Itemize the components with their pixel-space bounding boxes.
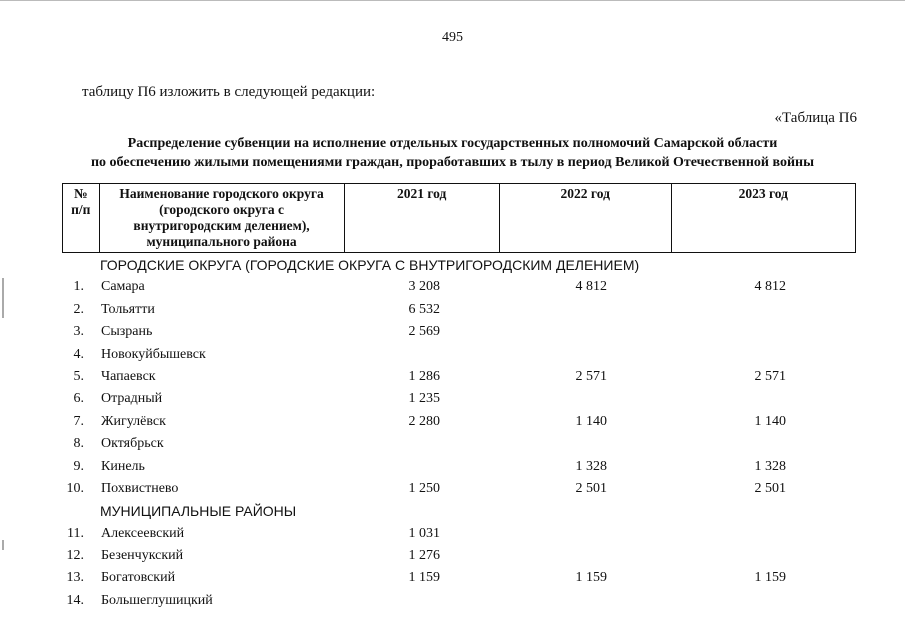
- row-number: 13.: [66, 570, 84, 586]
- row-number: 5.: [73, 368, 84, 384]
- row-name: Большеглушицкий: [101, 592, 213, 608]
- row-number: 12.: [66, 548, 84, 564]
- table-row: [0, 299, 905, 321]
- value-2022: 1 328: [575, 458, 607, 474]
- row-name: Богатовский: [101, 570, 176, 586]
- row-name: Отрадный: [101, 391, 163, 407]
- table-row: [0, 478, 905, 500]
- row-name: Алексеевский: [101, 525, 185, 541]
- header-2023: 2023 год: [671, 184, 855, 253]
- row-name: Тольятти: [101, 301, 155, 317]
- title-line-1: Распределение субвенции на исполнение отдельных государственных полномочий Самарской области: [127, 136, 778, 151]
- value-2021: 1 250: [408, 480, 440, 496]
- row-name: Новокуйбышевск: [101, 346, 206, 362]
- value-2021: 1 031: [408, 525, 440, 541]
- header-2021: 2021 год: [344, 184, 499, 253]
- table-header: [62, 183, 856, 253]
- row-name: Чапаевск: [101, 368, 156, 384]
- value-2022: 1 159: [575, 570, 607, 586]
- value-2021: 1 276: [408, 548, 440, 564]
- row-name: Безенчукский: [101, 548, 184, 564]
- table-row: [0, 388, 905, 410]
- row-number: 4.: [73, 346, 84, 362]
- value-2023: 1 328: [754, 458, 786, 474]
- header-2022: 2022 год: [499, 184, 671, 253]
- row-number: 11.: [67, 525, 84, 541]
- table-row: [0, 321, 905, 343]
- section-heading: ГОРОДСКИЕ ОКРУГА (ГОРОДСКИЕ ОКРУГА С ВНУТРИГОРОДСКИМ ДЕЛЕНИЕМ): [100, 257, 640, 273]
- value-2021: 1 235: [408, 391, 440, 407]
- row-number: 10.: [66, 480, 84, 496]
- value-2022: 4 812: [575, 279, 607, 295]
- value-2021: 2 280: [408, 413, 440, 429]
- page-top-edge: [0, 0, 905, 1]
- table-row: [0, 433, 905, 455]
- table-title: [0, 134, 905, 172]
- intro-text: таблицу П6 изложить в следующей редакции:: [82, 84, 376, 100]
- value-2021: 6 532: [408, 301, 440, 317]
- table-row: [0, 523, 905, 545]
- table-body: [0, 254, 905, 612]
- table-row: [0, 411, 905, 433]
- header-row: [63, 184, 856, 253]
- table-row: [0, 366, 905, 388]
- value-2023: 1 159: [754, 570, 786, 586]
- table-row: [0, 567, 905, 589]
- value-2023: 4 812: [754, 279, 786, 295]
- value-2021: 1 159: [408, 570, 440, 586]
- row-number: 3.: [73, 324, 84, 340]
- row-name: Жигулёвск: [101, 413, 166, 429]
- table-reference: «Таблица П6: [774, 110, 857, 126]
- page-number: 495: [442, 30, 463, 45]
- value-2021: 1 286: [408, 368, 440, 384]
- value-2023: 2 571: [754, 368, 786, 384]
- value-2022: 2 501: [575, 480, 607, 496]
- header-num: № п/п: [63, 184, 100, 253]
- section-row: [0, 254, 905, 276]
- header-name: Наименование городского округа (городского округа с внутригородским делением), муниципального района: [99, 184, 344, 253]
- row-number: 14.: [66, 592, 84, 608]
- table-row: [0, 344, 905, 366]
- value-2022: 2 571: [575, 368, 607, 384]
- table-row: [0, 590, 905, 612]
- value-2022: 1 140: [575, 413, 607, 429]
- value-2021: 3 208: [408, 279, 440, 295]
- value-2021: 2 569: [408, 324, 440, 340]
- title-line-2: по обеспечению жилыми помещениями граждан, проработавших в тылу в период Великой Отечественной войны: [90, 155, 815, 170]
- row-number: 8.: [73, 436, 84, 452]
- row-number: 2.: [73, 301, 84, 317]
- value-2023: 2 501: [754, 480, 786, 496]
- row-name: Самара: [101, 279, 145, 295]
- row-name: Похвистнево: [101, 480, 179, 496]
- table-row: [0, 545, 905, 567]
- table-row: [0, 456, 905, 478]
- table-row: [0, 276, 905, 298]
- section-heading: МУНИЦИПАЛЬНЫЕ РАЙОНЫ: [100, 503, 297, 520]
- row-name: Кинель: [101, 458, 145, 474]
- section-row: [0, 500, 905, 522]
- row-name: Сызрань: [101, 324, 153, 340]
- row-number: 7.: [73, 413, 84, 429]
- value-2023: 1 140: [754, 413, 786, 429]
- row-number: 6.: [73, 391, 84, 407]
- row-name: Октябрьск: [101, 436, 164, 452]
- row-number: 1.: [73, 279, 84, 295]
- row-number: 9.: [73, 458, 84, 474]
